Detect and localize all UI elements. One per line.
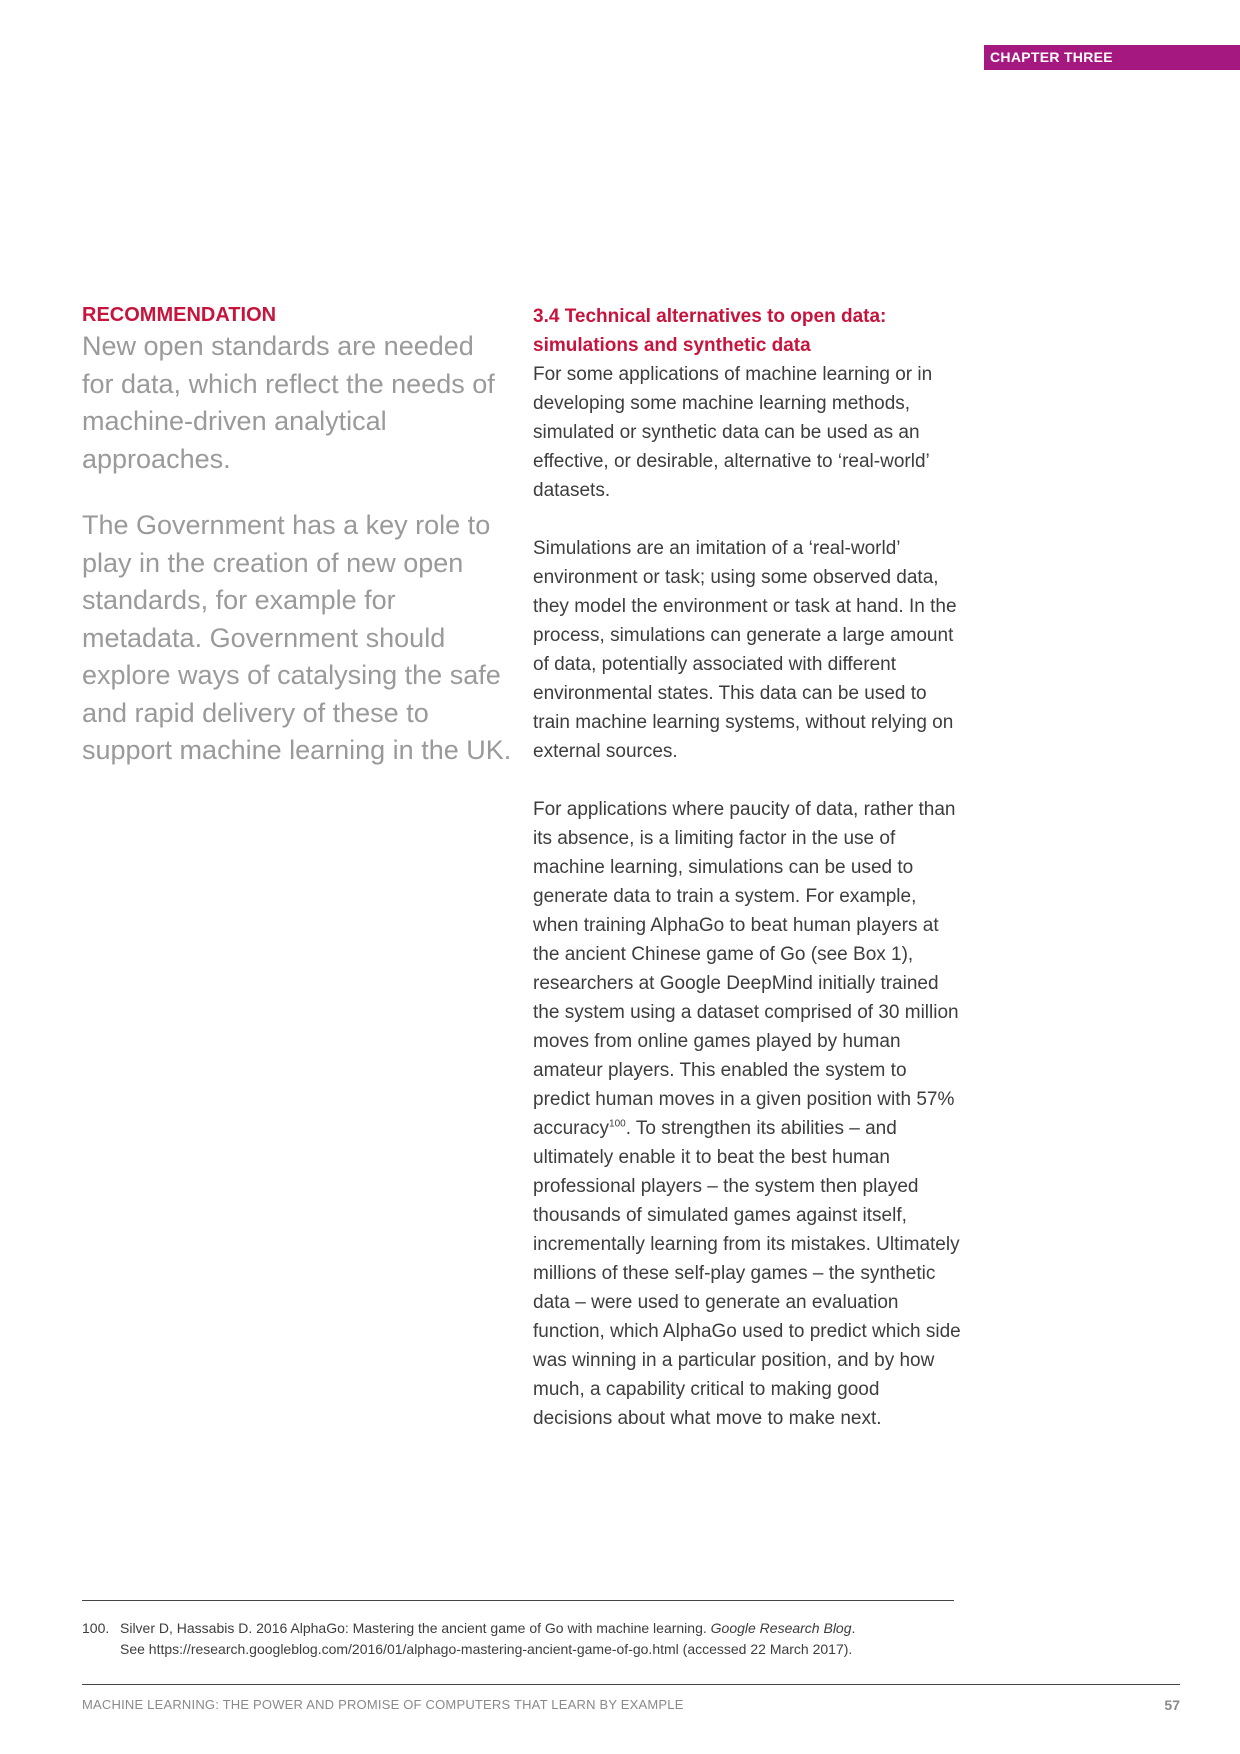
body-paragraph: Simulations are an imitation of a ‘real-world’ environment or task; using some observed data, they model the environment or task at hand. In the process, simulations can generate a large amount of data, potentially associated with different environmental states. This data can be used to train machine learning systems, without relying on external sources.	[533, 538, 957, 762]
body-paragraph: For some applications of machine learning or in developing some machine learning methods, simulated or synthetic data can be used as an effective, or desirable, alternative to ‘real-world’ datasets.	[533, 364, 933, 501]
footnote-number: 100.	[82, 1620, 110, 1636]
recommendation-paragraph: New open standards are needed for data, which reflect the needs of machine-driven analytical approaches.	[82, 331, 495, 474]
footnote-reference[interactable]: 100	[609, 1118, 626, 1130]
section-heading: 3.4 Technical alternatives to open data: simulations and synthetic data	[533, 306, 887, 356]
footer-divider	[82, 1684, 1180, 1685]
paragraph-text: . To strengthen its abilities – and ultimately enable it to beat the best human professional players – the system then played thousands of simulated games against itself, incrementally learning from its mistakes. Ultimately millions of these self-play games – the synthetic data – were used to generate an evaluation function, which AlphaGo used to predict which side was winning in a particular position, and by how much, a capability critical to making good decisions about what move to make next.	[533, 1118, 961, 1429]
recommendation-box	[82, 302, 512, 770]
citation-source: Google Research Blog	[710, 1620, 852, 1636]
chapter-tab: CHAPTER THREE	[984, 45, 1240, 70]
footnote-url-line: See https://research.googleblog.com/2016/01/alphago-mastering-ancient-game-of-go.html (accessed 22 March 2017).	[120, 1641, 853, 1657]
page-number: 57	[1164, 1697, 1180, 1713]
body-paragraph	[533, 795, 963, 1433]
citation-text: Silver D, Hassabis D. 2016 AlphaGo: Mastering the ancient game of Go with machine learning.	[120, 1620, 711, 1636]
recommendation-paragraph: The Government has a key role to play in the creation of new open standards, for example for metadata. Government should explore ways of catalysing the safe and rapid delivery of these to support machine learning in the UK.	[82, 510, 512, 765]
footnote-divider	[82, 1600, 954, 1601]
paragraph-text: For applications where paucity of data, rather than its absence, is a limiting factor in the use of machine learning, simulations can be used to generate data to train a system. For example, when training AlphaGo to beat human players at the ancient Chinese game of Go (see Box 1), researchers at Google DeepMind initially trained the system using a dataset comprised of 30 million moves from online games played by human amateur players. This enabled the system to predict human moves in a given position with 57% accuracy	[533, 799, 959, 1139]
footer-title: MACHINE LEARNING: THE POWER AND PROMISE OF COMPUTERS THAT LEARN BY EXAMPLE	[82, 1697, 684, 1712]
recommendation-label: RECOMMENDATION	[82, 304, 277, 326]
citation-end: .	[851, 1620, 856, 1636]
footnote-citation	[120, 1618, 962, 1639]
footnote	[82, 1618, 962, 1660]
section-column	[533, 302, 963, 1462]
